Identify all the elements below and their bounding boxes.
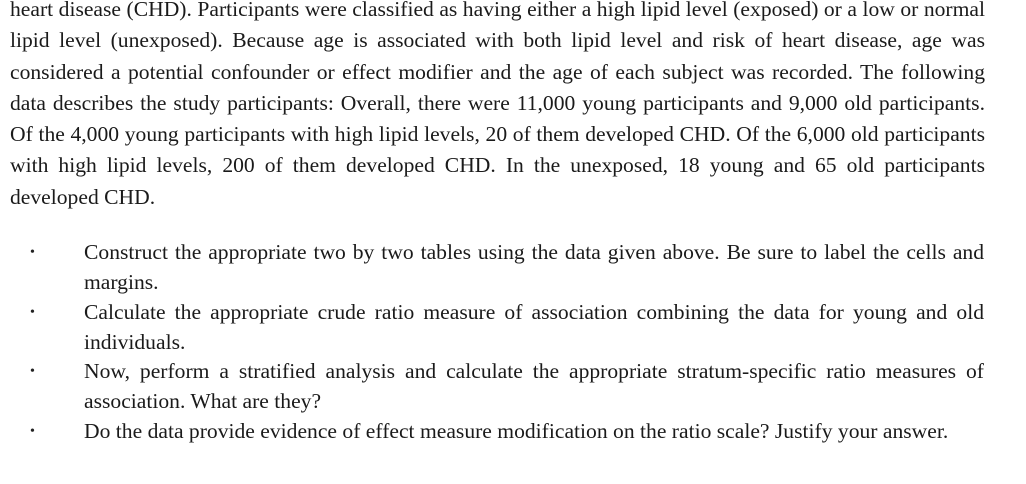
bullet-icon: • [30, 245, 35, 260]
question-item-4 [0, 417, 984, 447]
question-item-2 [0, 298, 984, 357]
question-item-1 [0, 238, 984, 297]
study-description-paragraph: heart disease (CHD). Participants were classified as having either a high lipid level (exposed) or a low or normal lipid level (unexposed). Because age is associated with both lipid level and risk of heart disease, age was considered a potential confounder or effect modifier and the age of each subject was recorded. The following data describes the study participants: Overall, there were 11,000 young participants and 9,000 old participants. Of the 4,000 young participants with high lipid levels, 20 of them developed CHD. Of the 6,000 old participants with high lipid levels, 200 of them developed CHD. In the unexposed, 18 young and 65 old participants developed CHD. [10, 0, 985, 209]
question-list [0, 238, 1026, 447]
bullet-icon: • [30, 305, 35, 320]
question-text: Calculate the appropriate crude ratio measure of association combining the data for young and old individuals. [84, 300, 984, 354]
question-text: Do the data provide evidence of effect measure modification on the ratio scale? Justify your answer. [84, 419, 949, 443]
bullet-icon: • [30, 364, 35, 379]
question-text: Now, perform a stratified analysis and calculate the appropriate stratum-specific ratio measures of association. What are they? [84, 359, 984, 413]
question-item-3 [0, 357, 984, 416]
bullet-icon: • [30, 424, 35, 439]
question-text: Construct the appropriate two by two tables using the data given above. Be sure to label the cells and margins. [84, 240, 984, 294]
